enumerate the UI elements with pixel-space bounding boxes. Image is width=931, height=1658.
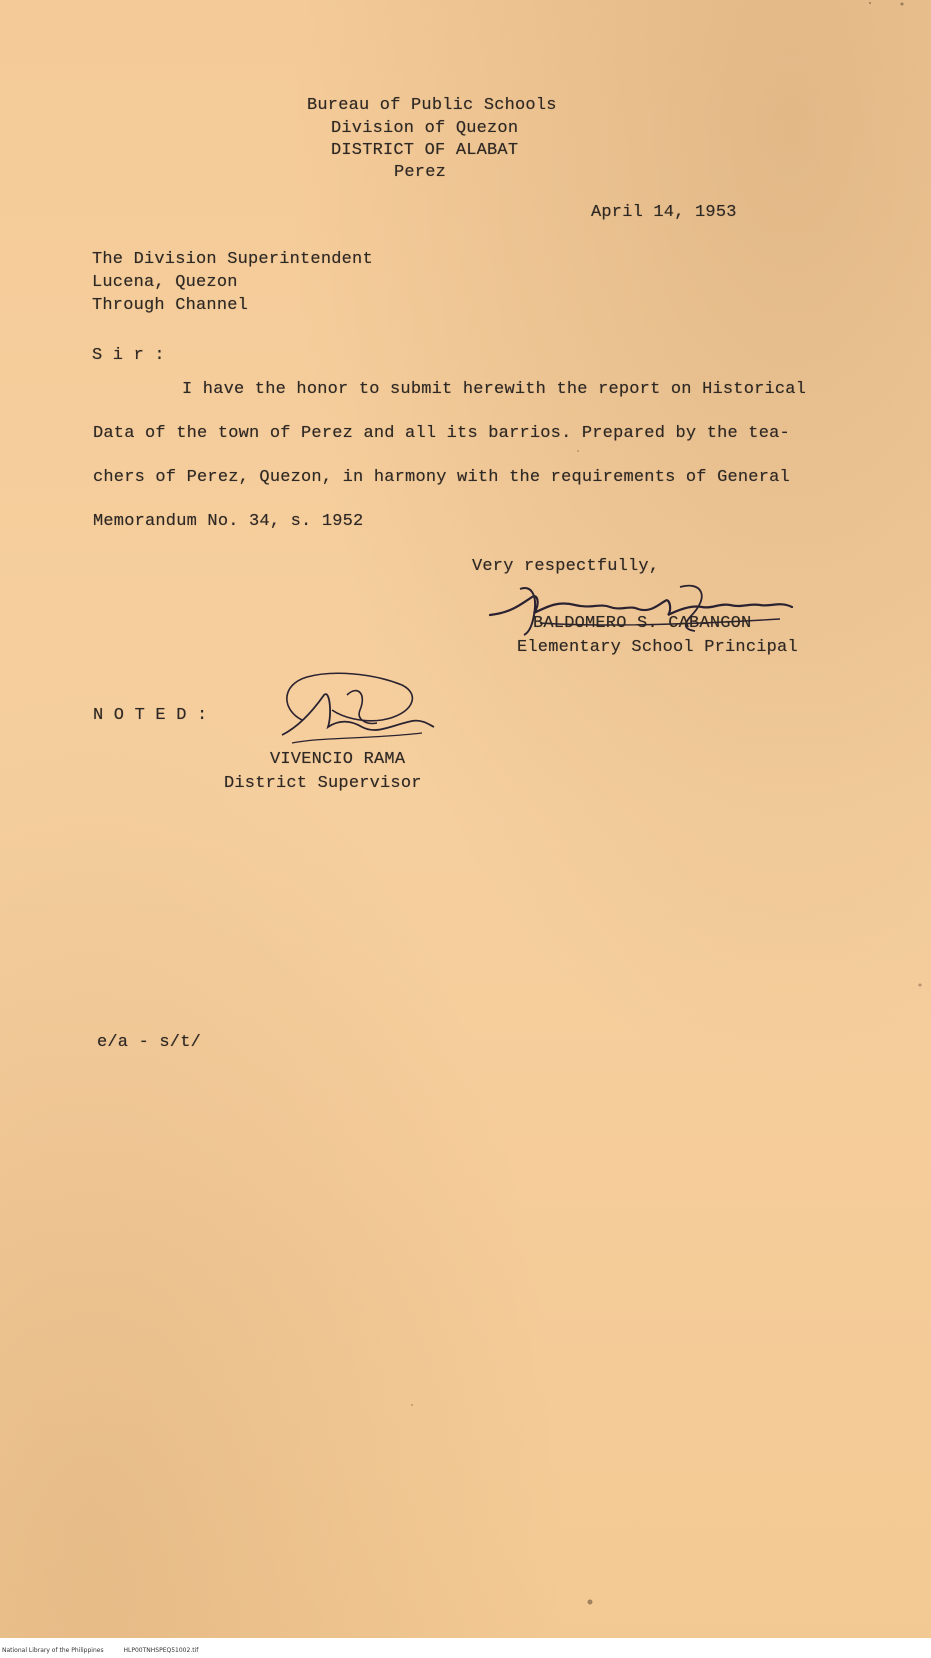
- body-line-1: I have the honor to submit herewith the report on Historical: [182, 380, 807, 399]
- salutation: S i r :: [92, 346, 165, 365]
- letterhead-division: Division of Quezon: [331, 119, 519, 138]
- addressee-channel: Through Channel: [92, 296, 249, 315]
- principal-name: BALDOMERO S. CABANGON: [533, 614, 752, 633]
- scan-footer-text: [2, 1647, 216, 1654]
- body-line-2: Data of the town of Perez and all its barrios. Prepared by the tea-: [93, 424, 790, 443]
- body-line-3: chers of Perez, Quezon, in harmony with the requirements of General: [93, 468, 790, 487]
- supervisor-signature: [262, 665, 437, 760]
- footer-filename: HLP00TNHSPEQ51002.tif: [123, 1647, 199, 1654]
- addressee-location: Lucena, Quezon: [92, 273, 238, 292]
- addressee-title: The Division Superintendent: [92, 250, 373, 269]
- reference-initials: e/a - s/t/: [97, 1033, 202, 1052]
- principal-title: Elementary School Principal: [517, 638, 798, 657]
- noted-label: N O T E D :: [93, 706, 208, 725]
- letter-date: April 14, 1953: [591, 203, 737, 222]
- closing: Very respectfully,: [472, 557, 660, 576]
- letterhead-district: DISTRICT OF ALABAT: [331, 141, 519, 160]
- supervisor-title: District Supervisor: [224, 774, 422, 793]
- letterhead-town: Perez: [394, 163, 447, 182]
- footer-library: National Library of the Philippines: [2, 1647, 104, 1654]
- supervisor-name: VIVENCIO RAMA: [270, 750, 406, 769]
- body-line-4: Memorandum No. 34, s. 1952: [93, 512, 364, 531]
- letterhead-bureau: Bureau of Public Schools: [307, 96, 557, 115]
- principal-signature: [480, 575, 810, 645]
